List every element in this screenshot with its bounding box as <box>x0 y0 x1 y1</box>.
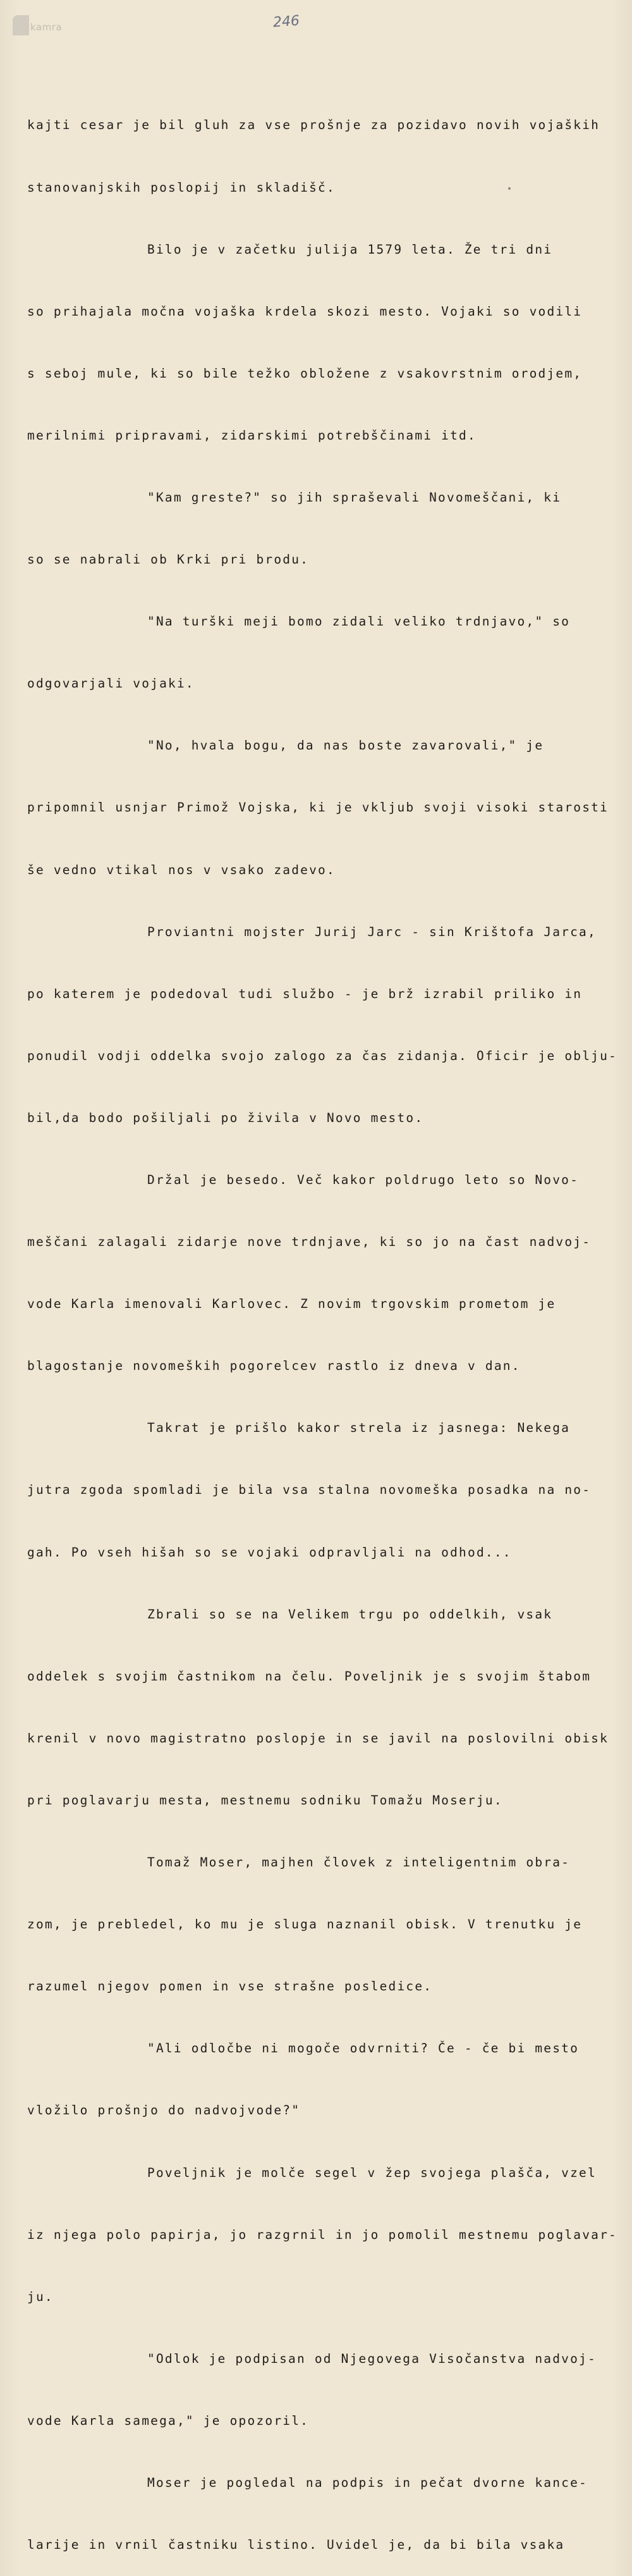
text-line: zom, je prebledel, ko mu je sluga naznanil obisk. V trenutku je <box>27 1917 583 1932</box>
text-line: ponudil vodji oddelka svojo zalogo za čas zidanja. Oficir je oblju- <box>27 1048 617 1063</box>
text-line: Zbrali so se na Velikem trgu po oddelkih, vsak <box>147 1606 553 1622</box>
text-line: "Odlok je podpisan od Njegovega Visočanstva nadvoj- <box>147 2351 597 2366</box>
text-line: Poveljnik je molče segel v žep svojega plašča, vzel <box>147 2165 597 2180</box>
text-line: krenil v novo magistratno poslopje in se javil na poslovilni obisk <box>27 1730 609 1746</box>
text-line: s seboj mule, ki so bile težko obložene z vsakovrstnim orodjem, <box>27 366 583 381</box>
text-line: razumel njegov pomen in vse strašne posledice. <box>27 1979 433 1994</box>
text-line: pripomnil usnjar Primož Vojska, ki je vkljub svoji visoki starosti <box>27 800 609 815</box>
text-line: odgovarjali vojaki. <box>27 676 195 691</box>
text-line: vložilo prošnjo do nadvojvode?" <box>27 2103 301 2118</box>
text-line: kajti cesar je bil gluh za vse prošnje za pozidavo novih vojaških <box>27 118 600 133</box>
text-line: po katerem je podedoval tudi službo - je brž izrabil priliko in <box>27 986 583 1001</box>
text-line: Bilo je v začetku julija 1579 leta. Že tri dni <box>147 242 553 257</box>
typewritten-text <box>27 74 621 2576</box>
text-line: larije in vrnil častniku listino. Uvidel je, da bi bila vsaka <box>27 2537 565 2553</box>
text-line: meščani zalagali zidarje nove trdnjave, ki so jo na čast nadvoj- <box>27 1235 592 1250</box>
text-line: vode Karla samega," je opozoril. <box>27 2413 310 2428</box>
logo-mark-icon <box>13 15 29 35</box>
text-line: so prihajala močna vojaška krdela skozi mesto. Vojaki so vodili <box>27 304 583 319</box>
text-line: so se nabrali ob Krki pri brodu. <box>27 552 310 567</box>
text-line: stanovanjskih poslopij in skladišč. <box>27 180 336 195</box>
text-line: ju. <box>27 2289 54 2304</box>
text-line: Takrat je prišlo kakor strela iz jasnega: Nekega <box>147 1420 571 1436</box>
text-line: pri poglavarju mesta, mestnemu sodniku Tomažu Moserju. <box>27 1792 503 1808</box>
text-line: "Na turški meji bomo zidali veliko trdnjavo," so <box>147 614 571 629</box>
text-line: jutra zgoda spomladi je bila vsa stalna novomeška posadka na no- <box>27 1482 592 1498</box>
text-line: "Ali odločbe ni mogoče odvrniti? Če - če bi mesto <box>147 2041 580 2056</box>
text-line: iz njega polo papirja, jo razgrnil in jo pomolil mestnemu poglavar- <box>27 2227 617 2242</box>
text-line: merilnimi pripravami, zidarskimi potrebščinami itd. <box>27 428 477 443</box>
text-line: bil,da bodo pošiljali po živila v Novo mesto. <box>27 1110 424 1125</box>
text-line: Tomaž Moser, majhen človek z inteligentnim obra- <box>147 1855 571 1870</box>
logo-text: kamra <box>30 22 63 33</box>
archive-logo <box>9 14 85 39</box>
text-line: "Kam greste?" so jih spraševali Novomeščani, ki <box>147 490 562 505</box>
handwritten-page-number: 246 <box>272 13 300 31</box>
text-line: oddelek s svojim častnikom na čelu. Poveljnik je s svojim štabom <box>27 1668 592 1684</box>
text-line: blagostanje novomeških pogorelcev rastlo iz dneva v dan. <box>27 1359 521 1374</box>
text-line: Držal je besedo. Več kakor poldrugo leto so Novo- <box>147 1173 580 1187</box>
text-line: Proviantni mojster Jurij Jarc - sin Krištofa Jarca, <box>147 924 597 939</box>
text-line: Moser je pogledal na podpis in pečat dvorne kance- <box>147 2475 588 2490</box>
text-line: še vedno vtikal nos v vsako zadevo. <box>27 862 336 877</box>
text-line: "No, hvala bogu, da nas boste zavarovali," je <box>147 738 544 753</box>
text-line: gah. Po vseh hišah so se vojaki odpravljali na odhod... <box>27 1544 512 1560</box>
text-line: vode Karla imenovali Karlovec. Z novim trgovskim prometom je <box>27 1297 556 1312</box>
